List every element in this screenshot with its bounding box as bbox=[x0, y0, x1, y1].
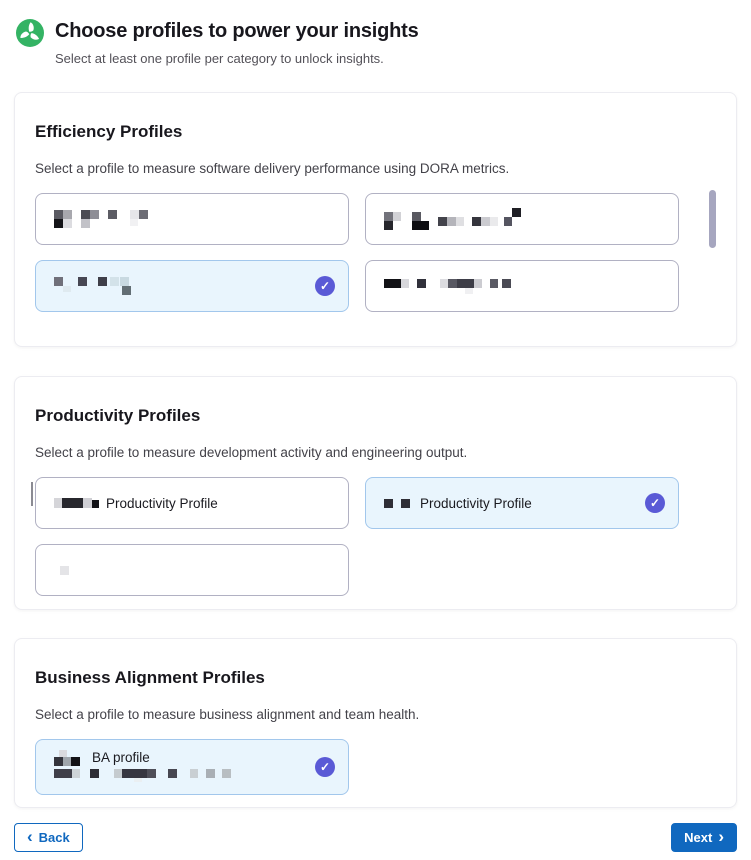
redacted-pixel bbox=[78, 277, 87, 286]
section-efficiency bbox=[14, 92, 737, 347]
redacted-pixel bbox=[440, 279, 448, 288]
redacted-pixel bbox=[54, 219, 63, 228]
redacted-pixel bbox=[456, 217, 464, 226]
section-title: Efficiency Profiles bbox=[35, 122, 183, 141]
redacted-pixel bbox=[92, 500, 99, 508]
back-button-label: Back bbox=[38, 830, 70, 845]
redacted-pixel bbox=[384, 212, 393, 221]
profile-card-label: Productivity Profile bbox=[106, 495, 218, 511]
next-button[interactable] bbox=[671, 823, 737, 852]
redacted-pixel bbox=[110, 277, 119, 286]
section-description: Select a profile to measure development activity and engineering output. bbox=[35, 445, 468, 460]
redacted-pixel bbox=[122, 769, 147, 778]
chevron-right-icon: › bbox=[718, 827, 724, 846]
redacted-pixel bbox=[54, 498, 62, 508]
redacted-pixel bbox=[71, 757, 80, 766]
redacted-pixel bbox=[81, 210, 90, 219]
redacted-pixel bbox=[393, 212, 401, 221]
redacted-pixel bbox=[448, 279, 457, 288]
page-title: Choose profiles to power your insights bbox=[55, 20, 419, 42]
redacted-pixel bbox=[60, 566, 69, 575]
redacted-pixel bbox=[54, 277, 63, 286]
redacted-text bbox=[54, 750, 80, 766]
scrollbar-thumb[interactable] bbox=[709, 190, 716, 248]
profile-card-label: Productivity Profile bbox=[420, 495, 532, 511]
redacted-text bbox=[384, 499, 410, 508]
section-title: Business Alignment Profiles bbox=[35, 668, 265, 687]
section-title: Productivity Profiles bbox=[35, 406, 201, 425]
profile-card-row bbox=[54, 750, 150, 766]
redacted-pixel bbox=[63, 757, 71, 766]
profile-card-selected[interactable] bbox=[35, 260, 349, 312]
redacted-pixel bbox=[412, 212, 421, 221]
section-description: Select a profile to measure business alignment and team health. bbox=[35, 707, 420, 722]
profile-card-selected[interactable] bbox=[35, 739, 349, 795]
page-header bbox=[0, 0, 751, 68]
redacted-pixel bbox=[401, 279, 409, 288]
profile-card[interactable] bbox=[35, 544, 349, 596]
logo-icon bbox=[16, 19, 44, 47]
redacted-pixel bbox=[63, 286, 71, 292]
redacted-pixel bbox=[120, 277, 129, 286]
redacted-pixel bbox=[134, 778, 142, 782]
redacted-text bbox=[54, 566, 69, 575]
redacted-pixel bbox=[447, 217, 456, 226]
redacted-text bbox=[54, 498, 99, 508]
redacted-text bbox=[54, 277, 131, 295]
redacted-pixel bbox=[490, 217, 498, 226]
redacted-pixel bbox=[502, 279, 511, 288]
profile-card-list bbox=[35, 193, 679, 312]
redacted-pixel bbox=[512, 208, 521, 217]
profile-card-list bbox=[35, 739, 679, 795]
redacted-pixel bbox=[222, 769, 231, 778]
redacted-pixel bbox=[90, 769, 99, 778]
redacted-pixel bbox=[384, 221, 393, 230]
redacted-pixel bbox=[504, 217, 512, 226]
redacted-pixel bbox=[490, 279, 498, 288]
redacted-pixel bbox=[81, 219, 90, 228]
redacted-pixel bbox=[130, 219, 138, 226]
profile-card[interactable] bbox=[35, 193, 349, 245]
profile-card-selected[interactable] bbox=[365, 477, 679, 529]
wizard-footer bbox=[14, 823, 737, 852]
redacted-pixel bbox=[62, 498, 83, 508]
redacted-pixel bbox=[384, 499, 393, 508]
redacted-pixel bbox=[190, 769, 198, 778]
redacted-pixel bbox=[54, 210, 63, 219]
redacted-pixel bbox=[465, 288, 473, 294]
redacted-pixel bbox=[114, 769, 122, 778]
profile-card-label: BA profile bbox=[92, 750, 150, 765]
redacted-pixel bbox=[417, 279, 426, 288]
check-icon: ✓ bbox=[315, 276, 335, 296]
redacted-pixel bbox=[63, 219, 72, 228]
profile-card[interactable] bbox=[365, 193, 679, 245]
redaction-artifact bbox=[31, 482, 33, 506]
back-button[interactable] bbox=[14, 823, 83, 852]
section-productivity bbox=[14, 376, 737, 610]
redacted-pixel bbox=[401, 499, 410, 508]
section-business-alignment bbox=[14, 638, 737, 808]
redacted-pixel bbox=[457, 279, 474, 288]
redacted-text bbox=[384, 208, 521, 230]
redacted-pixel bbox=[168, 769, 177, 778]
profile-card[interactable] bbox=[365, 260, 679, 312]
redacted-pixel bbox=[83, 498, 92, 508]
redacted-pixel bbox=[206, 769, 215, 778]
redacted-pixel bbox=[54, 757, 63, 766]
check-icon: ✓ bbox=[315, 757, 335, 777]
redacted-pixel bbox=[63, 210, 72, 219]
redacted-pixel bbox=[474, 279, 482, 288]
redacted-text bbox=[54, 210, 148, 228]
redacted-pixel bbox=[481, 217, 490, 226]
page-subtitle: Select at least one profile per category to unlock insights. bbox=[55, 51, 384, 66]
section-description: Select a profile to measure software delivery performance using DORA metrics. bbox=[35, 161, 510, 176]
chevron-left-icon: ‹ bbox=[27, 827, 33, 846]
profile-card-list bbox=[35, 477, 679, 596]
redacted-pixel bbox=[108, 210, 117, 219]
redacted-text bbox=[384, 279, 511, 294]
redacted-pixel bbox=[412, 221, 429, 230]
next-button-label: Next bbox=[684, 830, 713, 845]
redacted-pixel bbox=[130, 210, 139, 219]
redacted-pixel bbox=[472, 217, 481, 226]
redacted-pixel bbox=[384, 279, 401, 288]
redacted-pixel bbox=[147, 769, 156, 778]
redacted-pixel bbox=[59, 750, 67, 757]
redacted-pixel bbox=[139, 210, 148, 219]
redacted-pixel bbox=[122, 286, 131, 295]
redacted-pixel bbox=[98, 277, 107, 286]
check-icon: ✓ bbox=[645, 493, 665, 513]
profile-card[interactable] bbox=[35, 477, 349, 529]
profile-card-row bbox=[54, 769, 231, 787]
redacted-pixel bbox=[90, 210, 99, 219]
redacted-pixel bbox=[72, 769, 80, 778]
redacted-pixel bbox=[54, 769, 72, 778]
redacted-text bbox=[54, 769, 231, 782]
redacted-pixel bbox=[438, 217, 447, 226]
